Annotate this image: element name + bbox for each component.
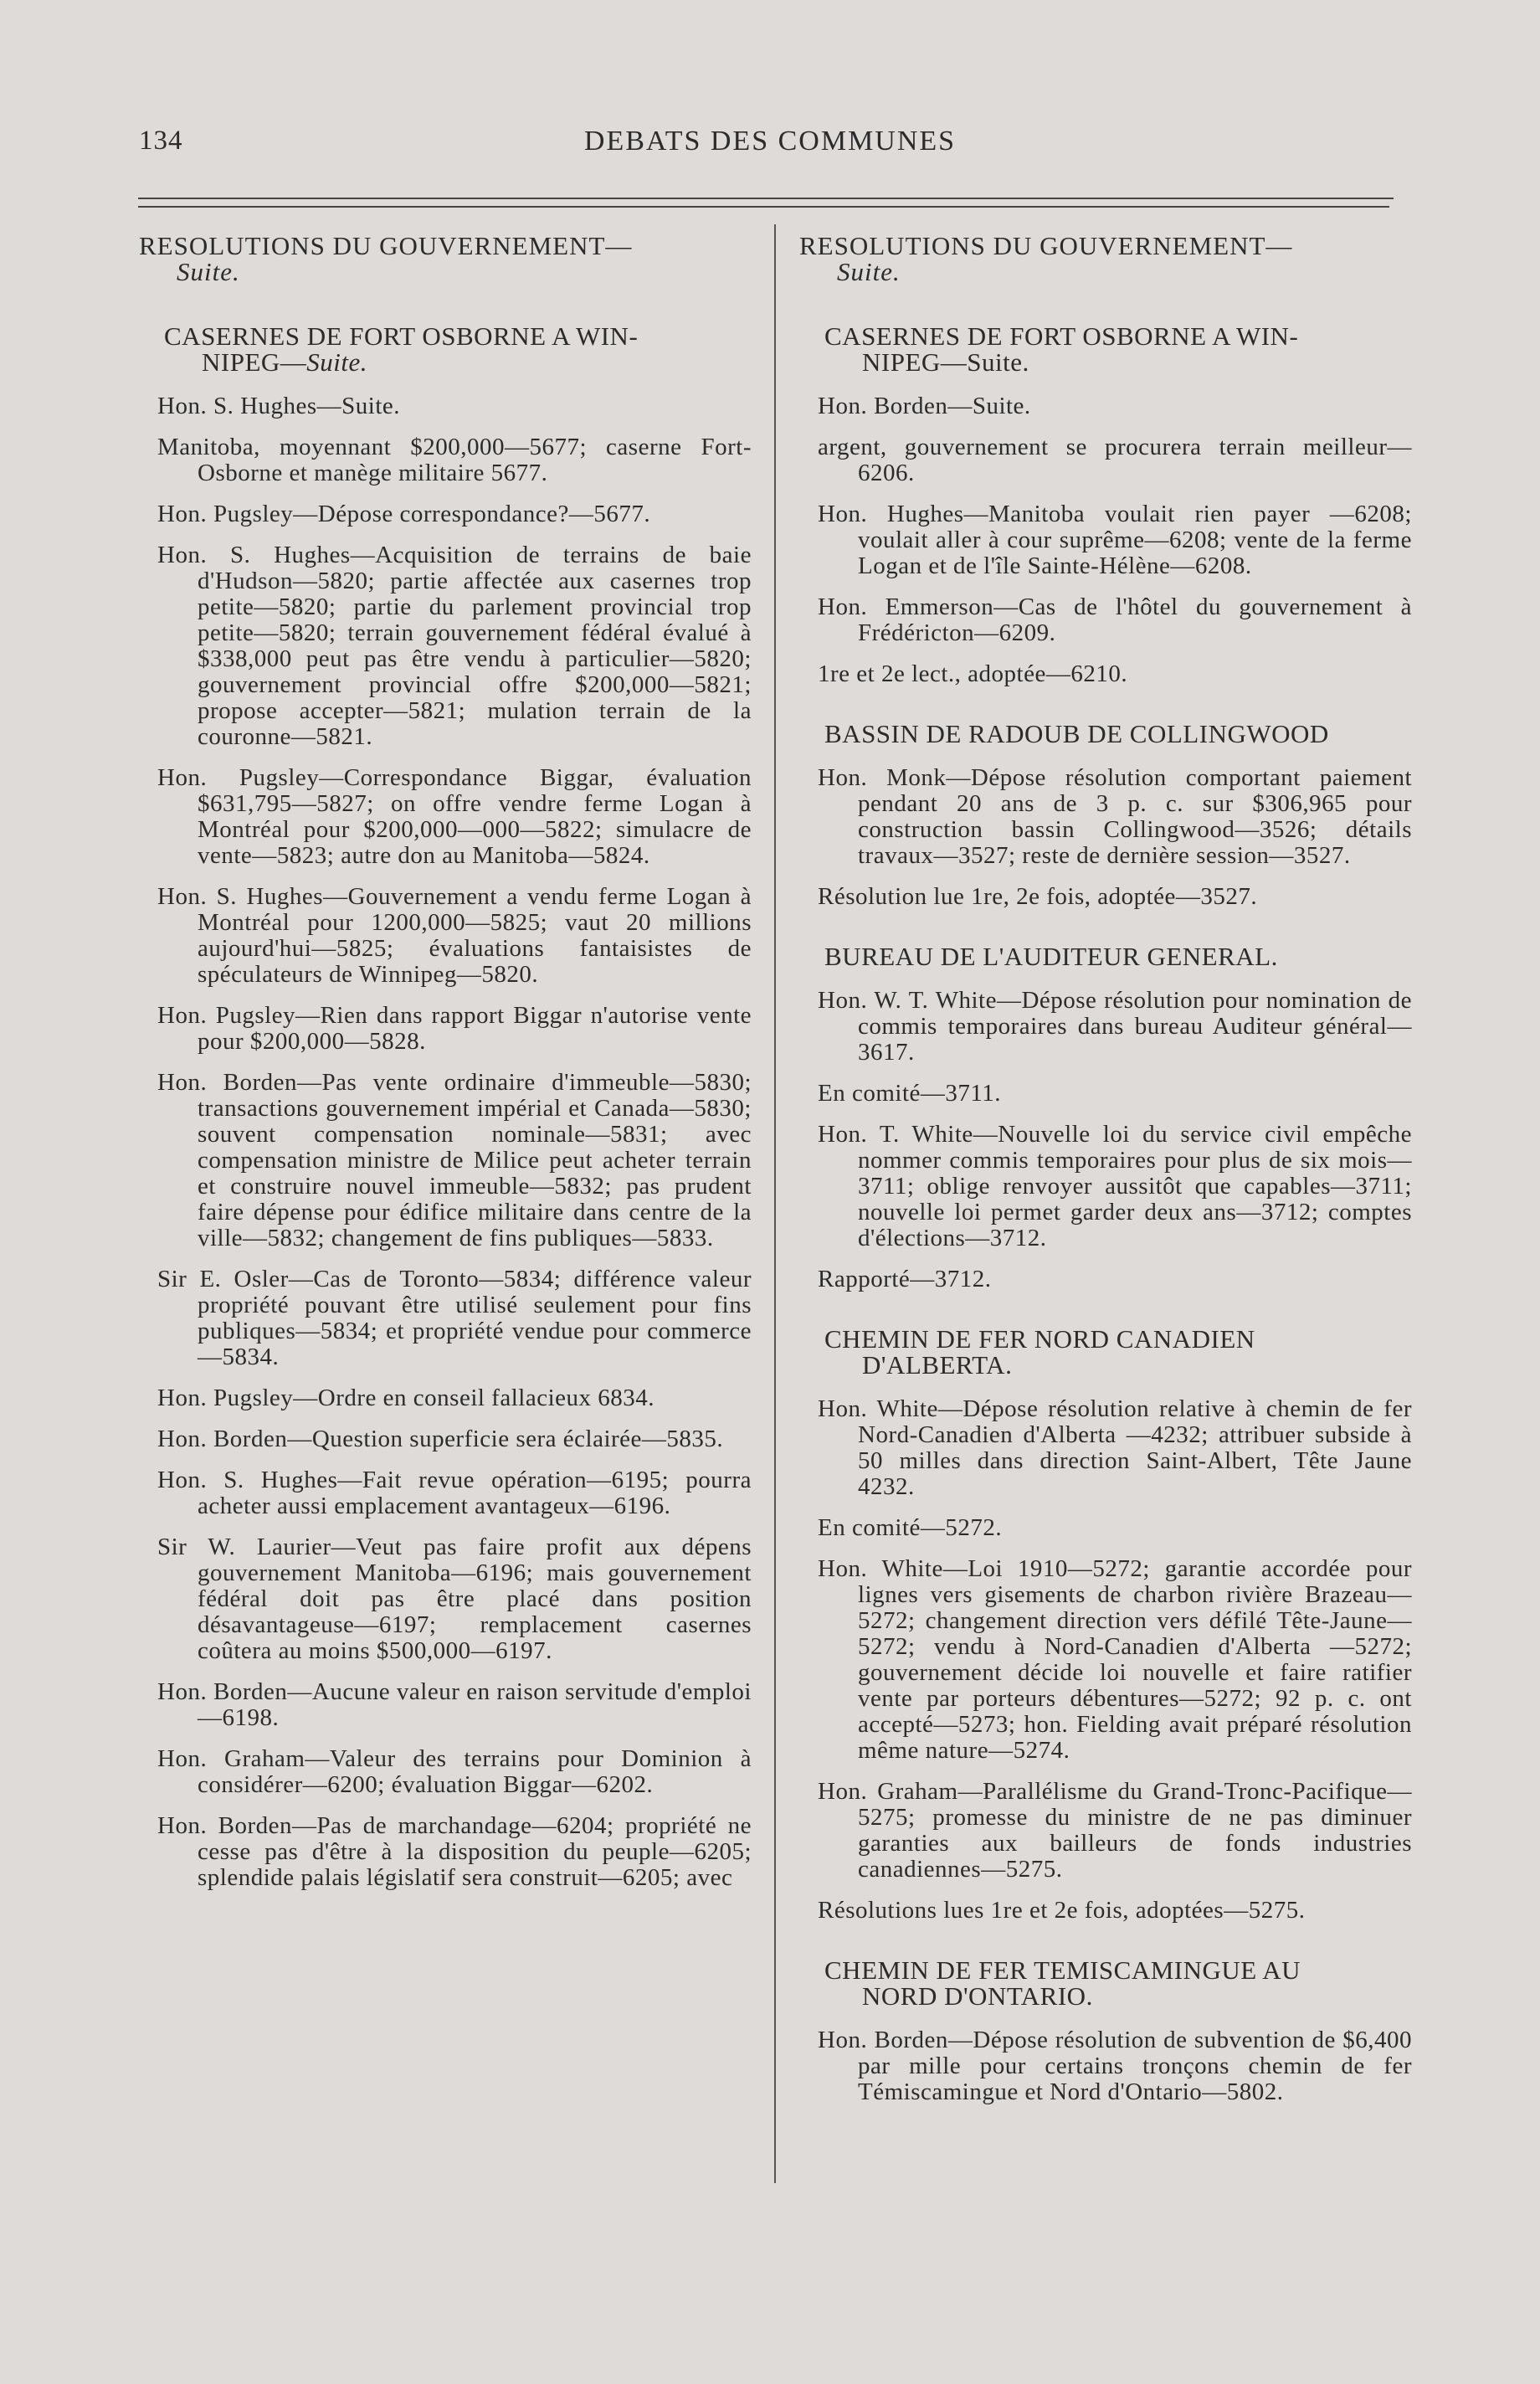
entry: Rapporté—3712. <box>818 1266 992 1292</box>
entry: Hon. Graham—Parallélisme du Grand-Tronc-Pacifique—5275; promesse du ministre de ne pas diminuer garanties aux bailleurs de fonds industries canadiennes—5275. <box>818 1778 1412 1883</box>
entry: Résolution lue 1re, 2e fois, adoptée—3527. <box>818 883 1258 910</box>
subheading-nord-canadien <box>799 1326 1412 1378</box>
entry: Hon. Emmerson—Cas de l'hôtel du gouvernement à Frédéricton—6209. <box>818 593 1412 646</box>
entry: Hon. Graham—Valeur des terrains pour Dominion à considérer—6200; évaluation Biggar—6202. <box>157 1745 752 1798</box>
column-divider <box>774 224 776 2183</box>
subheading-line2: D'ALBERTA. <box>862 1350 1013 1380</box>
subheading-line1: CASERNES DE FORT OSBORNE A WIN- <box>824 321 1299 351</box>
entry: Sir E. Osler—Cas de Toronto—5834; différence valeur propriété pouvant être utilisé seulement pour fins publiques—5834; et propriété vendue pour commerce—5834. <box>157 1266 752 1370</box>
subheading-line1: BASSIN DE RADOUB DE COLLINGWOOD <box>824 719 1329 748</box>
entry: Hon. Hughes—Manitoba voulait rien payer —6208; voulait aller à cour suprême—6208; vente de la ferme Logan et de l'île Sainte-Hélène—6208. <box>818 501 1412 579</box>
entry: argent, gouvernement se procurera terrain meilleur—6206. <box>818 434 1412 486</box>
header-rule-top <box>138 198 1394 199</box>
entry: Hon. W. T. White—Dépose résolution pour nomination de commis temporaires dans bureau Auditeur général—3617. <box>818 987 1412 1066</box>
journal-title: DEBATS DES COMMUNES <box>583 126 957 157</box>
subheading-auditeur-general <box>799 943 1412 969</box>
running-head <box>0 126 1540 167</box>
entry: Hon. Borden—Dépose résolution de subvention de $6,400 par mille pour certains tronçons chemin de fer Témiscamingue et Nord d'Ontario—5802. <box>818 2027 1412 2105</box>
subheading-bassin-radoub <box>799 721 1412 747</box>
entry: Hon. S. Hughes—Suite. <box>157 393 401 419</box>
entry: Hon. S. Hughes—Fait revue opération—6195; pourra acheter aussi emplacement avantageux—6196. <box>157 1467 752 1519</box>
entry: Hon. Borden—Pas vente ordinaire d'immeuble—5830; transactions gouvernement impérial et Canada—5830; souvent compensation nominale—5831; avec compensation ministre de Milice peut acheter terrain et construire nouvel immeuble—5832; pas prudent faire dépense pour édifice militaire dans centre de la ville—5832; changement de fins publiques—5833. <box>157 1069 752 1251</box>
subheading-line1: CASERNES DE FORT OSBORNE A WIN- <box>164 321 639 351</box>
right-column <box>799 233 1412 2105</box>
entry: Hon. T. White—Nouvelle loi du service civil empêche nommer commis temporaires pour plus de six mois—3711; oblige renvoyer aussitôt que capables—3711; nouvelle loi permet garder deux ans—3712; comptes d'élections—3712. <box>818 1121 1412 1251</box>
entry: Hon. S. Hughes—Acquisition de terrains de baie d'Hudson—5820; partie affectée aux casernes trop petite—5820; partie du parlement provincial trop petite—5820; terrain gouvernement fédéral évalué à $338,000 peut pas être vendu à particulier—5820; gouvernement provincial offre $200,000—5821; propose accepter—5821; mulation terrain de la couronne—5821. <box>157 542 752 750</box>
section-title-text: RESOLUTIONS DU GOUVERNEMENT— <box>799 231 1293 260</box>
section-title-text: RESOLUTIONS DU GOUVERNEMENT— <box>139 231 633 260</box>
entry: Manitoba, moyennant $200,000—5677; caserne Fort-Osborne et manège militaire 5677. <box>157 434 752 486</box>
subheading-line2: NIPEG—Suite. <box>862 347 1029 377</box>
subheading-line2: NIPEG— <box>202 347 307 377</box>
page-number: 134 <box>139 126 183 156</box>
entry: Hon. Borden—Pas de marchandage—6204; propriété ne cesse pas d'être à la disposition du peuple—6205; splendide palais législatif sera construit—6205; avec <box>157 1812 752 1891</box>
entry: Sir W. Laurier—Veut pas faire profit aux dépens gouvernement Manitoba—6196; mais gouvernement fédéral doit pas être placé dans position désavantageuse—6197; remplacement casernes coûtera au moins $500,000—6197. <box>157 1534 752 1664</box>
left-column <box>139 233 752 1891</box>
section-title <box>139 233 752 285</box>
entry: Hon. Pugsley—Correspondance Biggar, évaluation $631,795—5827; on offre vendre ferme Logan à Montréal pour $200,000—000—5822; simulacre de vente—5823; autre don au Manitoba—5824. <box>157 764 752 869</box>
entry: Hon. Borden—Suite. <box>818 393 1031 419</box>
subheading-line1: BUREAU DE L'AUDITEUR GENERAL. <box>824 942 1278 971</box>
subheading-line1: CHEMIN DE FER NORD CANADIEN <box>824 1324 1255 1354</box>
subheading-casernes <box>799 323 1412 375</box>
subheading-line1: CHEMIN DE FER TEMISCAMINGUE AU <box>824 1955 1301 1985</box>
subheading-suite: Suite. <box>306 347 368 377</box>
entry: En comité—3711. <box>818 1080 1002 1107</box>
entry: Hon. Borden—Aucune valeur en raison servitude d'emploi—6198. <box>157 1678 752 1731</box>
header-rule-bottom <box>138 206 1389 208</box>
entry: Hon. Pugsley—Dépose correspondance?—5677. <box>157 501 651 527</box>
section-title <box>799 233 1412 285</box>
entry: 1re et 2e lect., adoptée—6210. <box>818 660 1128 687</box>
entry: En comité—5272. <box>818 1514 1003 1541</box>
entry: Hon. Pugsley—Rien dans rapport Biggar n'autorise vente pour $200,000—5828. <box>157 1002 752 1055</box>
subheading-casernes <box>139 323 752 375</box>
entry: Hon. White—Loi 1910—5272; garantie accordée pour lignes vers gisements de charbon rivière Brazeau—5272; changement direction vers défilé Tête-Jaune—5272; vendu à Nord-Canadien d'Alberta —5272; gouvernement décide loi nouvelle et faire ratifier vente par porteurs débentures—5272; 92 p. c. ont accepté—5273; hon. Fielding avait préparé résolution même nature—5274. <box>818 1555 1412 1764</box>
section-title-suite: Suite. <box>177 257 240 286</box>
entry: Résolutions lues 1re et 2e fois, adoptées—5275. <box>818 1897 1306 1924</box>
entry: Hon. White—Dépose résolution relative à chemin de fer Nord-Canadien d'Alberta —4232; attribuer subside à 50 milles dans direction Saint-Albert, Tête Jaune 4232. <box>818 1395 1412 1500</box>
subheading-line2: NORD D'ONTARIO. <box>862 1981 1093 2011</box>
subheading-temiscamingue <box>799 1957 1412 2009</box>
entry: Hon. Borden—Question superficie sera éclairée—5835. <box>157 1426 724 1452</box>
entry: Hon. S. Hughes—Gouvernement a vendu ferme Logan à Montréal pour 1200,000—5825; vaut 20 millions aujourd'hui—5825; évaluations fantaisistes de spéculateurs de Winnipeg—5820. <box>157 883 752 988</box>
section-title-suite: Suite. <box>837 257 901 286</box>
entry: Hon. Monk—Dépose résolution comportant paiement pendant 20 ans de 3 p. c. sur $306,965 pour construction bassin Collingwood—3526; détails travaux—3527; reste de dernière session—3527. <box>818 764 1412 869</box>
entry: Hon. Pugsley—Ordre en conseil fallacieux 6834. <box>157 1385 654 1411</box>
